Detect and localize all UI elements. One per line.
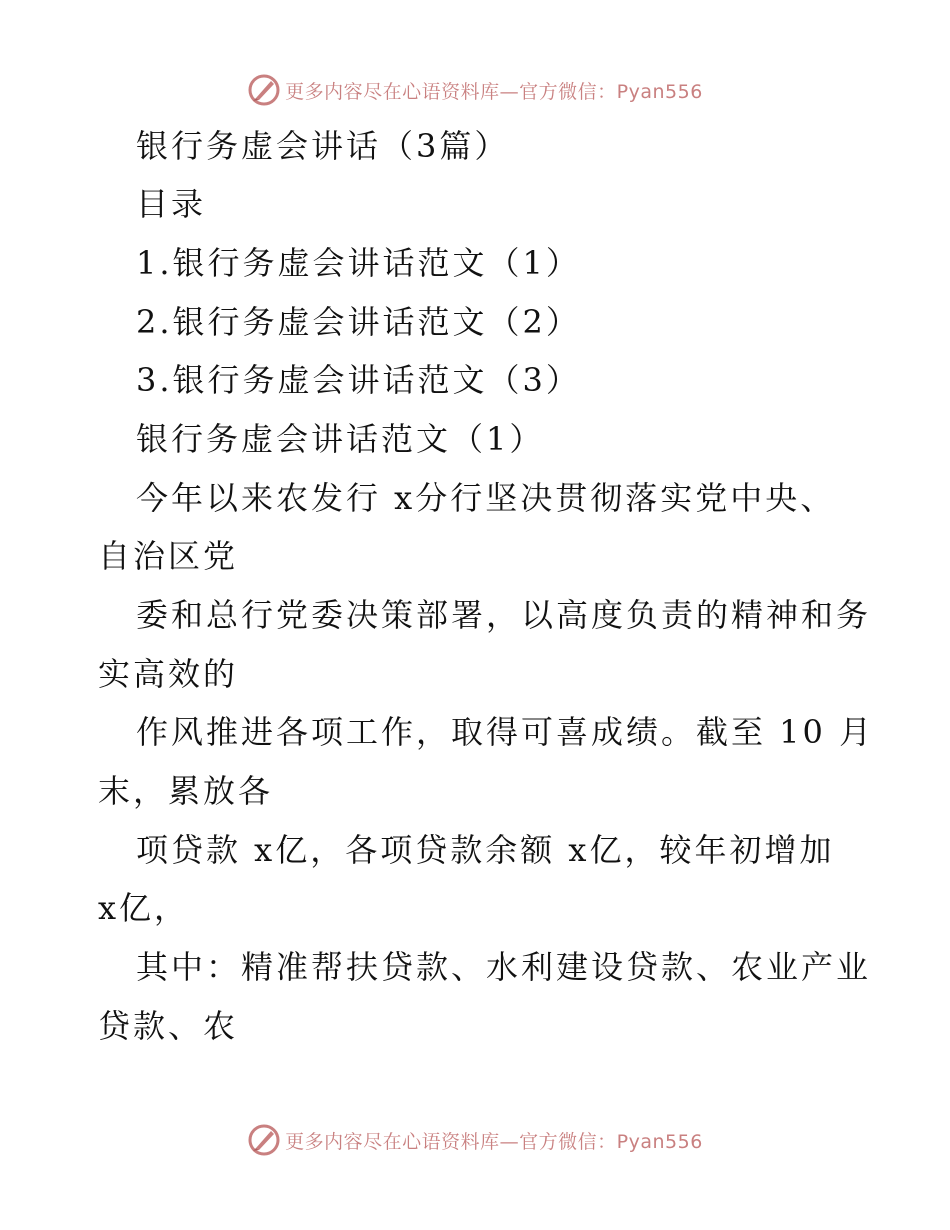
paragraph-line: 贷款、农 bbox=[98, 1007, 239, 1045]
footer-watermark bbox=[0, 1120, 950, 1160]
paragraph-line: 今年以来农发行 x分行坚决贯彻落实党中央、 bbox=[136, 479, 836, 517]
toc-item-1: 1.银行务虚会讲话范文（1） bbox=[136, 244, 581, 282]
header-watermark bbox=[0, 70, 950, 110]
toc-item-3: 3.银行务虚会讲话范文（3） bbox=[136, 361, 581, 399]
paragraph-line: 委和总行党委决策部署，以高度负责的精神和务 bbox=[136, 596, 872, 634]
watermark-handle: Pyan556 bbox=[616, 80, 703, 103]
paragraph-line: 末，累放各 bbox=[98, 772, 274, 810]
watermark-handle: Pyan556 bbox=[616, 1130, 703, 1153]
toc-heading: 目录 bbox=[136, 185, 207, 223]
watermark-text: 更多内容尽在心语资料库—官方微信：Pyan556 bbox=[285, 80, 703, 103]
quill-logo-icon bbox=[247, 73, 281, 107]
section-heading: 银行务虚会讲话范文（1） bbox=[136, 420, 545, 458]
watermark-text: 更多内容尽在心语资料库—官方微信：Pyan556 bbox=[285, 1130, 703, 1153]
paragraph-line: x亿， bbox=[98, 889, 190, 927]
paragraph-line: 其中：精准帮扶贷款、水利建设贷款、农业产业 bbox=[136, 948, 872, 986]
paragraph-line: 实高效的 bbox=[98, 655, 239, 693]
paragraph-line: 作风推进各项工作，取得可喜成绩。截至 10 月 bbox=[136, 713, 875, 751]
toc-item-2: 2.银行务虚会讲话范文（2） bbox=[136, 303, 581, 341]
paragraph-line: 项贷款 x亿，各项贷款余额 x亿，较年初增加 bbox=[136, 831, 835, 869]
quill-logo-icon bbox=[247, 1123, 281, 1157]
paragraph-line: 自治区党 bbox=[98, 537, 239, 575]
document-title: 银行务虚会讲话（3篇） bbox=[136, 127, 510, 165]
